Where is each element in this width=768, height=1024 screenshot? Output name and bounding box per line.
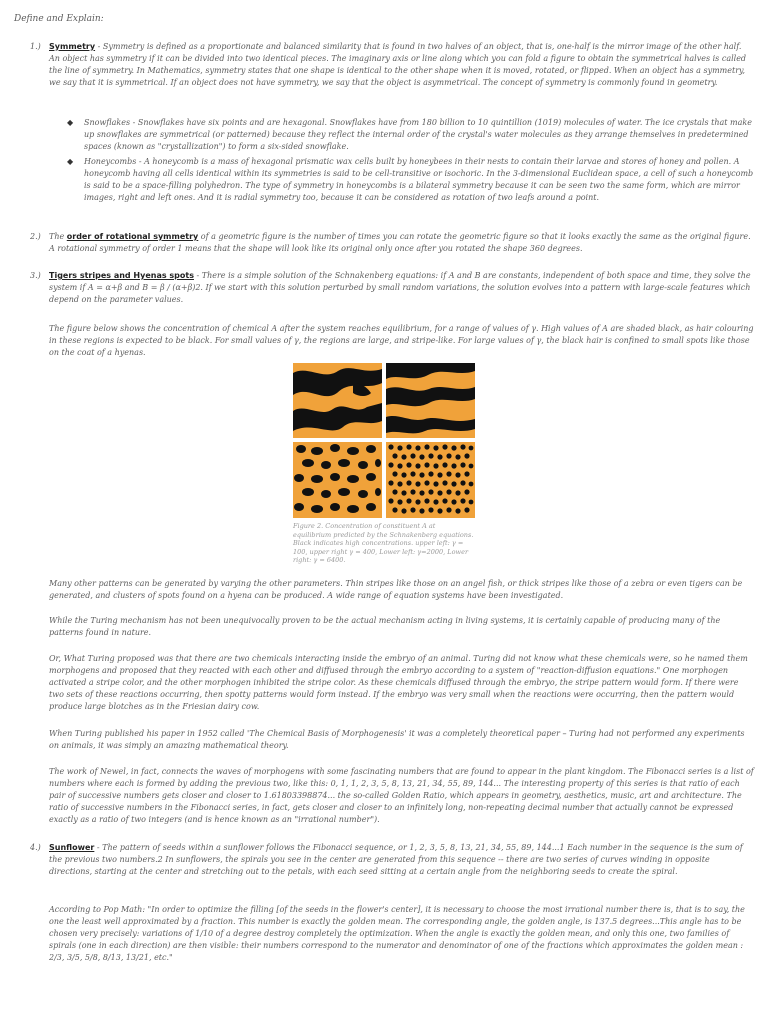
bullet-icon: ◆ [67, 157, 74, 166]
term-tigers-stripes: Tigers stripes and Hyenas spots [49, 271, 194, 280]
newel-paragraph: The work of Newel, in fact, connects the waves of morphogens with some fascinating numbers that are found to appear in the plant kingdom. The Fibonacci series is a list of numbers where each is formed by adding the previous two, like this: 0, 1, 1, 2, 3, 5, 8, 13, 21, 34, 55, 89, 144... The interesting property of this series is that ratio of each pair of successive numbers gets closer and closer to 1.61803398874... the so-called Golden Ratio, which appears in geometry, aesthetics, music, art and architecture. The ratio of successive numbers in the Fibonacci series, in fact, gets closer and closer to an infinitely long, non-repeating decimal number that actually cannot be expressed exactly as a ratio of two integers (and is hence known as an "irrational number"). [49, 767, 754, 824]
tigers-text: - There is a simple solution of the Schnakenberg equations: if A and B are constants, independent of both space and time, they solve the system if A = α+β and B = β / (α+β)2. If we start with this solution perturbed by small random variations, the solution evolves into a pattern with large-scale features which depend on the parameter values. [49, 271, 751, 304]
rotational-text: of a geometric figure is the number of times you can rotate the geometric figure so that it looks exactly the same as the original figure. A rotational symmetry of order 1 means that the shape will look like its original only once after you rotated the shape 360 degrees. [49, 232, 751, 253]
bullet-icon: ◆ [67, 118, 74, 127]
sunflower-paragraph [49, 842, 754, 878]
pattern-lower-right [386, 442, 475, 518]
item-number: 1.) [30, 42, 41, 51]
pattern-upper-left [293, 363, 382, 438]
term-sunflower: Sunflower [49, 843, 95, 852]
pattern-figure [293, 363, 475, 518]
term-rotational-symmetry: order of rotational symmetry [66, 232, 199, 241]
turing-paragraph: While the Turing mechanism has not been unequivocally proven to be the actual mechanism acting in living systems, it is certainly capable of producing many of the patterns found in nature. [49, 616, 721, 637]
patterns-paragraph: Many other patterns can be generated by varying the other parameters. Thin stripes like those on an angel fish, or thick stripes like those of a zebra or even tigers can be generated, and clusters of spots found on a hyena can be produced. A wide range of equation systems have been investigated. [49, 579, 743, 600]
symmetry-paragraph [49, 41, 754, 89]
pattern-lower-left [293, 442, 382, 518]
symmetry-text: - Symmetry is defined as a proportionate and balanced similarity that is found in two halves of an object, that is, one-half is the mirror image of the other half. An object has symmetry if it can be divided into two identical pieces. The imaginary axis or line along which you can fold a figure to obtain the symmetrical halves is called the line of symmetry. In Mathematics, symmetry states that one shape is identical to the other shape when it is moved, rotated, or flipped. When an object has a symmetry, we say that it is symmetrical. If an object does not have symmetry, we say that the object is asymmetrical. The concept of symmetry is commonly found in geometry. [49, 42, 747, 87]
sunflower-text: - The pattern of seeds within a sunflower follows the Fibonacci sequence, or 1, 2, 3, 5, 8, 13, 21, 34, 55, 89, 144...1 Each number in the sequence is the sum of the previous two numbers.2 In sunflowers, the spirals you see in the center are generated from this sequence -- there are two series of curves winding in opposite directions, starting at the center and stretching out to the petals, with each seed sitting at a certain angle from the neighboring seeds to create the spiral. [49, 843, 743, 876]
figure-intro-paragraph: The figure below shows the concentration of chemical A after the system reaches equilibrium, for a range of values of γ. High values of A are shaded black, as hair colouring in these regions is expected to be black. For small values of γ, the regions are large, and stripe-like. For large values of γ, the black hair is confined to small spots like those on the coat of a hyenas. [49, 324, 754, 357]
rotational-symmetry-paragraph: The order of rotational symmetry of a geometric figure is the number of times you can rotate the geometric figure so that it looks exactly the same as the original figure. A rotational symmetry of order 1 means that the shape will look like its original only once after you rotated the shape 360 degrees. [49, 232, 751, 253]
item-number: 2.) [30, 232, 41, 241]
bullet-honeycombs: Honeycombs - A honeycomb is a mass of hexagonal prismatic wax cells built by honeybees in their nests to contain their larvae and stores of honey and pollen. A honeycomb having all cells identical within its symmetries is said to be cell-transitive or isochoric. In the 3-dimensional Euclidean space, a cell of such a honeycomb is said to be a space-filling polyhedron. The type of symmetry in honeycombs is a bilateral symmetry because it can be seen two the same form, which are mirror images, right and left ones. And it is radial symmetry too, because it can be considered as rotation of two leafs around a point. [84, 157, 754, 202]
term-symmetry: Symmetry [49, 42, 96, 51]
popmath-paragraph: According to Pop Math: "In order to optimize the filling [of the seeds in the flower's center], it is necessary to choose the most irrational number there is, that is to say, the one the least well approximated by a fraction. This number is exactly the golden mean. The corresponding angle, the golden angle, is 137.5 degrees...This angle has to be chosen very precisely: variations of 1/10 of a degree destroy completely the optimization. When the angle is exactly the golden mean, and only this one, two families of spirals (one in each direction) are then visible: their numbers correspond to the numerator and denominator of one of the fractions which approximates the golden mean : 2/3, 3/5, 5/8, 8/13, 13/21, etc." [49, 905, 745, 962]
item-number: 3.) [30, 271, 41, 280]
page-heading: Define and Explain: [14, 14, 104, 24]
figure-caption: Figure 2. Concentration of constituent A at equilibrium predicted by the Schnakenberg equations. Black indicates high concentrations. upper left: γ = 100, upper right γ = 400, Lower left: γ=2000, Lower right: γ = 6400. [293, 522, 474, 564]
tigers-paragraph [49, 270, 754, 306]
turing-proposed-paragraph: Or, What Turing proposed was that there are two chemicals interacting inside the embryo of an animal. Turing did not know what these chemicals were, so he named them morphogens and proposed that they reacted with each other and diffused through the embryo according to a system of "reaction-diffusion equations." One morphogen activated a stripe color, and the other morphogen inhibited the stripe color. As these chemicals diffused through the embryo, the stripe pattern would form. If there were two sets of these reactions occurring, then spotty patterns would form instead. If the embryo was very small when the reactions were occurring, then the pattern would produce large blotches as in the Friesian dairy cow. [49, 654, 748, 711]
pattern-upper-right [386, 363, 475, 438]
turing-paper-paragraph: When Turing published his paper in 1952 called 'The Chemical Basis of Morphogenesis' it was a completely theoretical paper – Turing had not performed any experiments on animals, it was simply an amazing mathematical theory. [49, 729, 745, 750]
item-number: 4.) [30, 843, 41, 852]
bullet-snowflakes: Snowflakes - Snowflakes have six points and are hexagonal. Snowflakes have from 180 billion to 10 quintillion (1019) molecules of water. The ice crystals that make up snowflakes are symmetrical (or patterned) because they reflect the internal order of the crystal's water molecules as they arrange themselves in predetermined spaces (known as "crystallization") to form a six-sided snowflake. [84, 118, 752, 151]
